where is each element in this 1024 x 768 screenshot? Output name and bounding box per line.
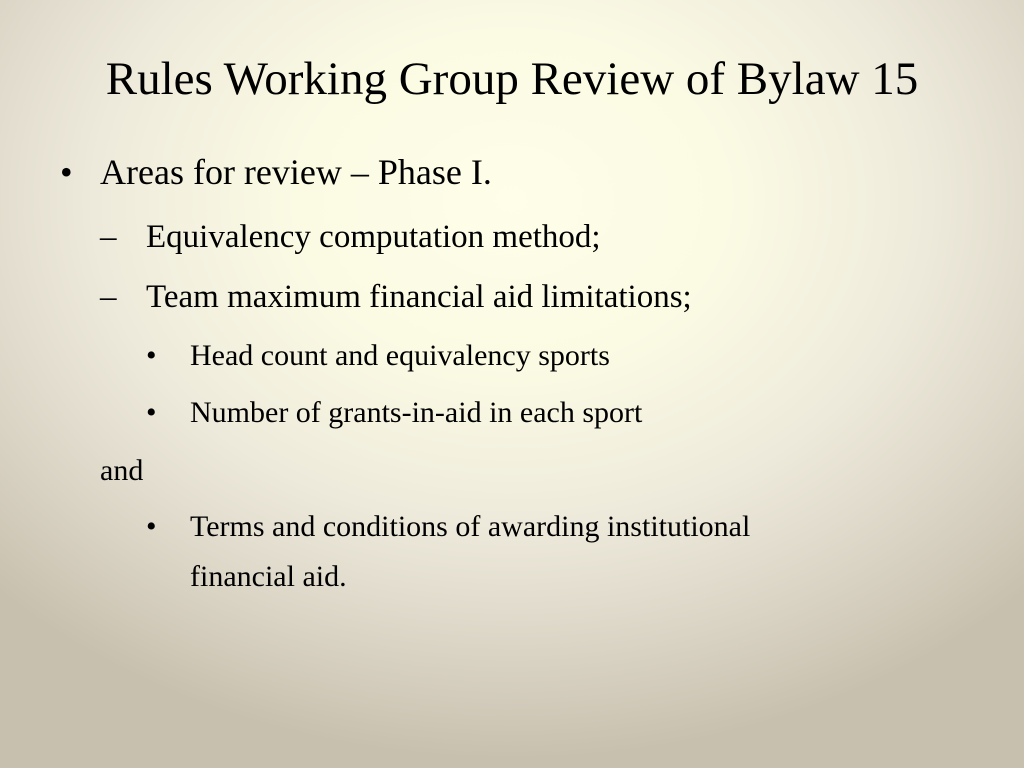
sub-item-equivalency-method: Equivalency computation method; bbox=[146, 219, 601, 255]
dash-icon: – bbox=[100, 279, 117, 315]
slide-title: Rules Working Group Review of Bylaw 15 bbox=[105, 53, 919, 105]
sub-sub-item-terms-and-conditions: Terms and conditions of awarding institutional bbox=[190, 510, 751, 543]
bullet-icon: • bbox=[146, 510, 157, 543]
bullet-icon: • bbox=[146, 396, 157, 429]
bullet-icon: • bbox=[60, 152, 73, 192]
dash-icon: – bbox=[100, 219, 117, 255]
sub-sub-item-terms-continuation: financial aid. bbox=[190, 560, 347, 593]
sub-sub-item-grants-in-aid: Number of grants-in-aid in each sport bbox=[190, 396, 643, 429]
bullet-item-areas-for-review: Areas for review – Phase I. bbox=[100, 152, 492, 192]
sub-item-team-maximum: Team maximum financial aid limitations; bbox=[146, 279, 692, 315]
connector-text-and: and bbox=[100, 454, 144, 487]
bullet-icon: • bbox=[146, 339, 157, 372]
sub-sub-item-head-count: Head count and equivalency sports bbox=[190, 339, 610, 372]
